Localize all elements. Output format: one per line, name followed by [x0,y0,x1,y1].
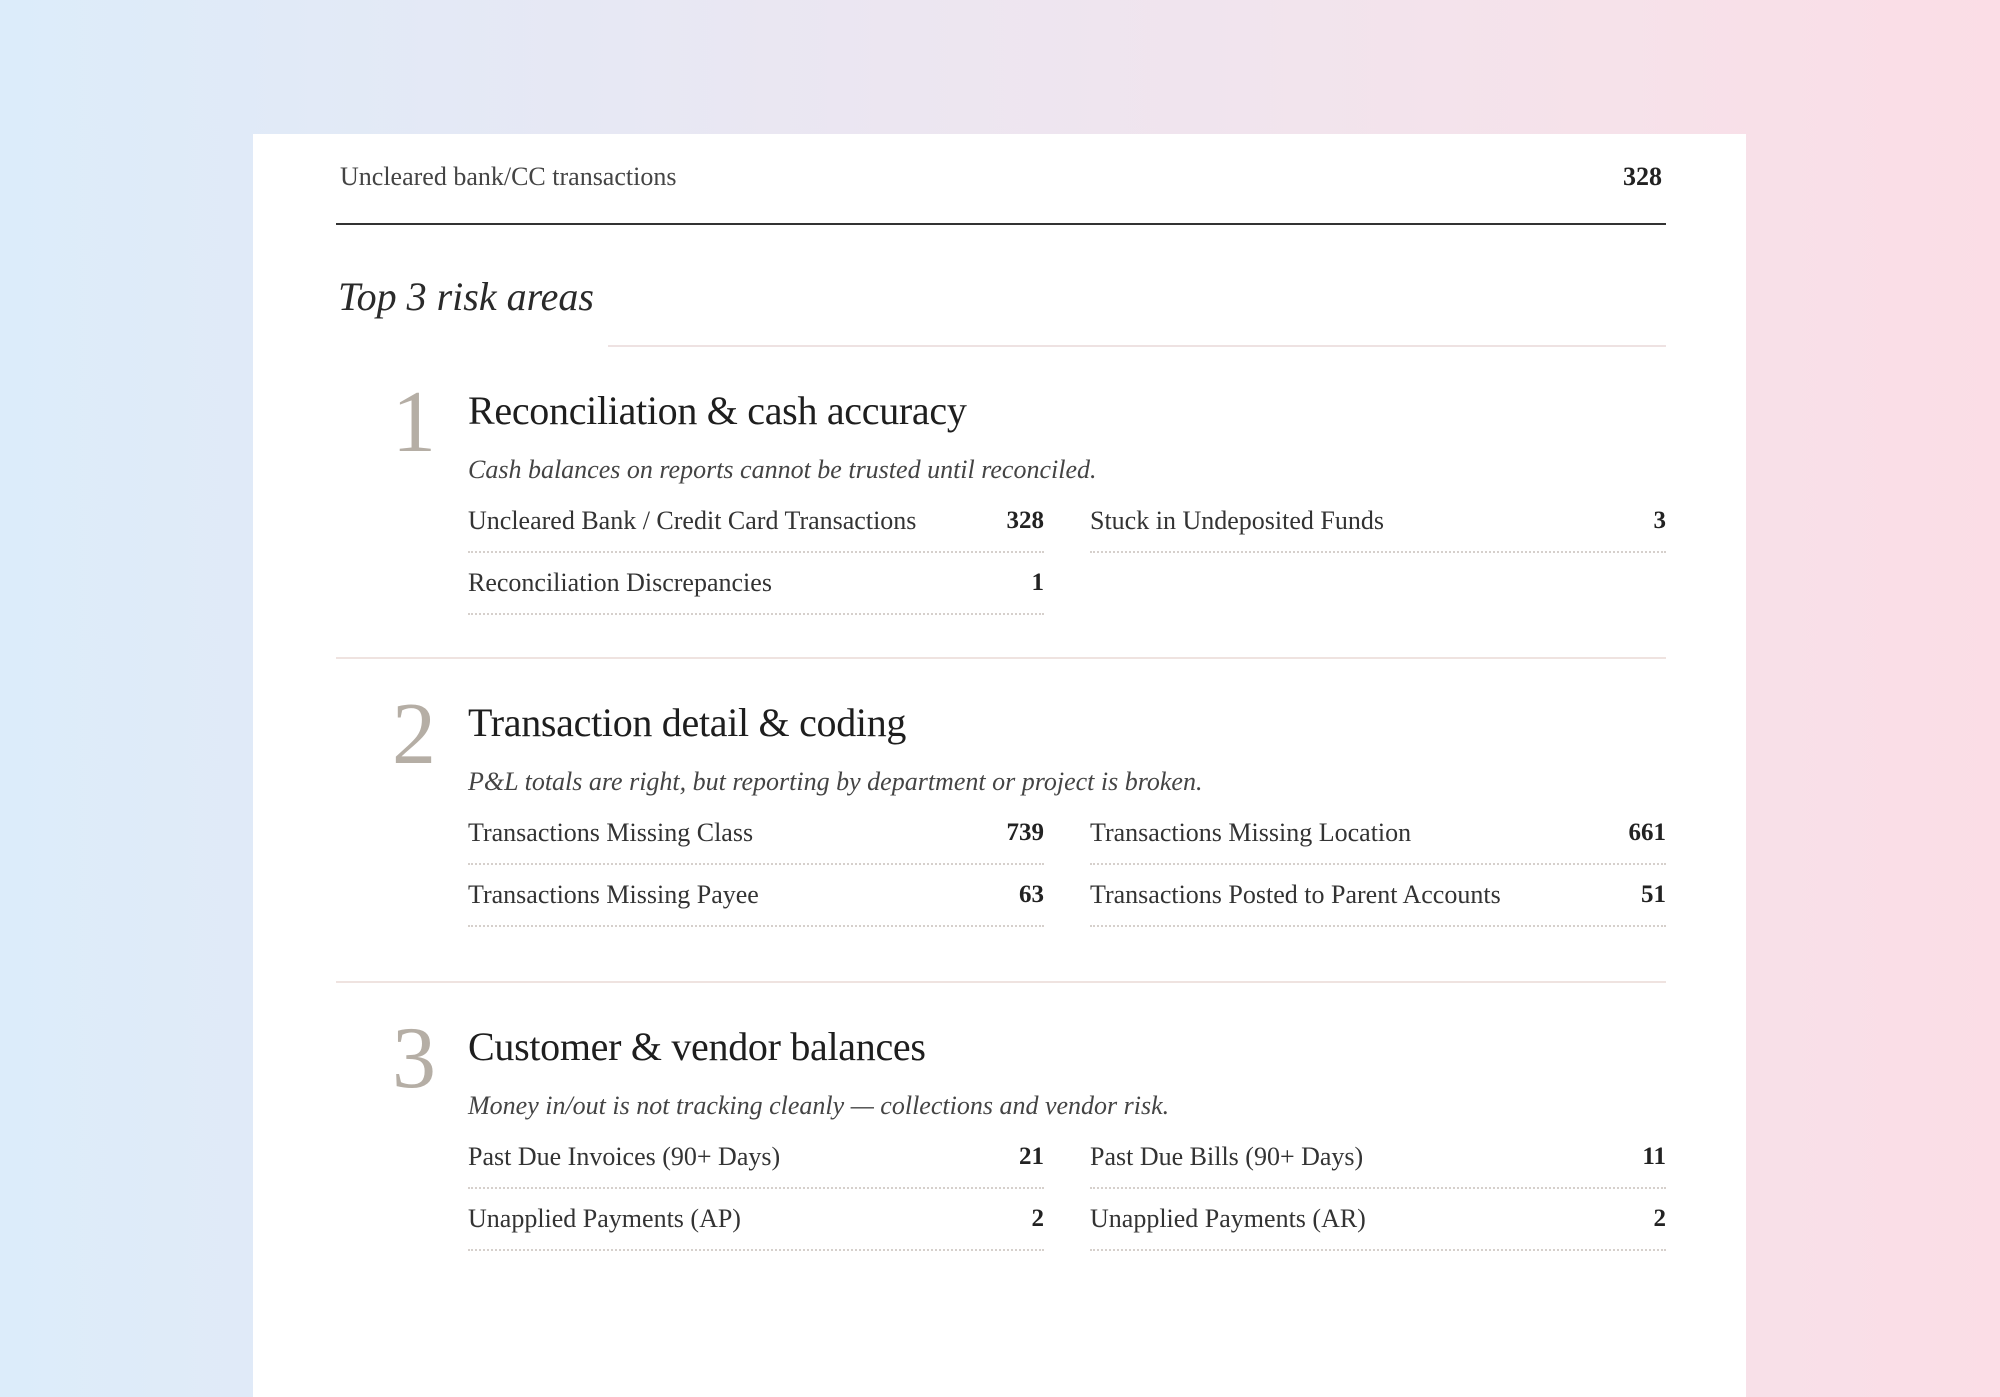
metric-label: Reconciliation Discrepancies [468,568,772,597]
metric-value: 328 [1006,507,1044,534]
summary-label: Uncleared bank/CC transactions [340,161,677,191]
metric-value: 3 [1653,507,1666,534]
metric-item[interactable] [1090,1127,1666,1189]
metric-label: Past Due Invoices (90+ Days) [468,1142,781,1171]
section-title: Transaction detail & coding [468,700,907,745]
metric-label: Past Due Bills (90+ Days) [1090,1142,1364,1171]
section-number: 3 [392,1010,436,1107]
metric-label: Unapplied Payments (AP) [468,1204,741,1233]
metric-label: Unapplied Payments (AR) [1090,1204,1366,1233]
section-subtitle: Cash balances on reports cannot be trusted until reconciled. [468,455,1097,484]
metric-value: 21 [1019,1143,1044,1170]
metric-label: Transactions Posted to Parent Accounts [1090,880,1501,909]
risk-section-3 [336,983,1666,1307]
metric-label: Transactions Missing Payee [468,880,759,909]
report-sheet [253,134,1746,1397]
metric-item[interactable] [1090,803,1666,865]
metric-item[interactable] [468,553,1044,615]
section-title: Reconciliation & cash accuracy [468,388,967,433]
metric-value: 11 [1642,1143,1666,1170]
risk-areas-heading: Top 3 risk areas [338,273,618,320]
metric-value: 661 [1628,819,1666,846]
metric-item[interactable] [468,803,1044,865]
metric-label: Uncleared Bank / Credit Card Transactions [468,506,917,535]
metric-label: Stuck in Undeposited Funds [1090,506,1384,535]
summary-value: 328 [1623,161,1662,191]
metric-label: Transactions Missing Location [1090,818,1412,847]
section-number: 1 [392,374,436,471]
report-content [336,134,1666,1307]
risk-section-2 [336,659,1666,983]
metric-label: Transactions Missing Class [468,818,754,847]
metric-value: 51 [1641,881,1666,908]
summary-row [336,134,1666,225]
metric-item[interactable] [468,1127,1044,1189]
metric-item[interactable] [1090,1189,1666,1251]
metric-value: 2 [1031,1205,1044,1232]
section-subtitle: P&L totals are right, but reporting by department or project is broken. [468,767,1203,796]
section-title: Customer & vendor balances [468,1024,926,1069]
risk-areas-header [336,225,1666,335]
section-number: 2 [392,686,436,783]
metric-value: 63 [1019,881,1044,908]
metric-item[interactable] [468,865,1044,927]
section-subtitle: Money in/out is not tracking cleanly — collections and vendor risk. [468,1091,1170,1120]
metric-value: 739 [1006,819,1044,846]
risk-section-1 [336,335,1666,659]
metric-item[interactable] [1090,491,1666,553]
metric-item[interactable] [1090,865,1666,927]
metric-item[interactable] [468,491,1044,553]
metric-value: 2 [1653,1205,1666,1232]
metric-value: 1 [1031,569,1044,596]
metric-item[interactable] [468,1189,1044,1251]
